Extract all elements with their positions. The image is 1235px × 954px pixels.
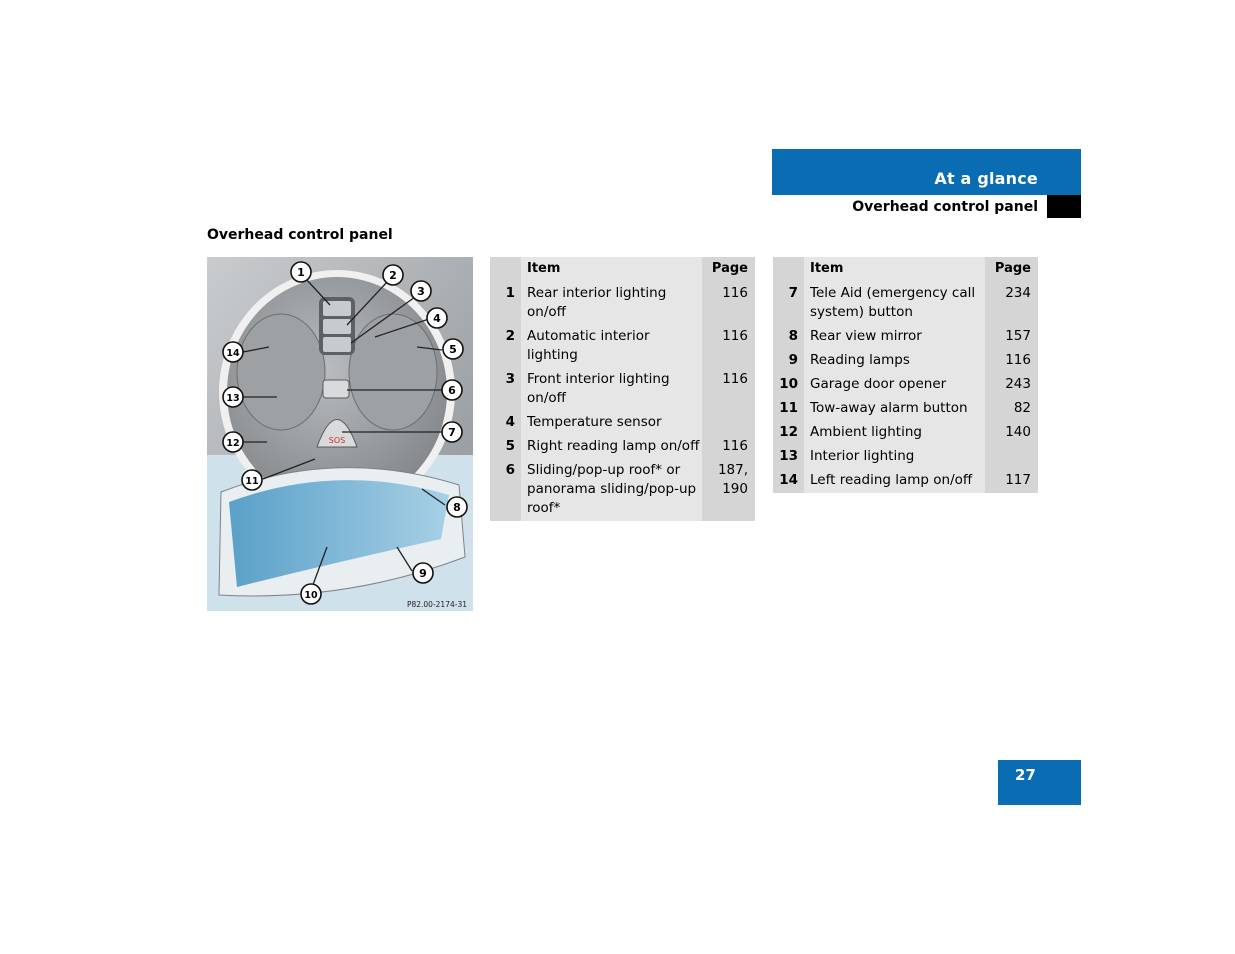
item-page: 157 xyxy=(985,325,1038,349)
table-row xyxy=(490,459,755,521)
item-number: 1 xyxy=(490,282,521,325)
col-header-page: Page xyxy=(985,257,1038,282)
table-row xyxy=(490,282,755,325)
col-header-page: Page xyxy=(702,257,755,282)
items-table-right xyxy=(773,257,1038,493)
item-number: 11 xyxy=(773,397,804,421)
item-label: Ambient lighting xyxy=(804,421,985,445)
item-label: Sliding/pop-up roof* or panorama sliding/pop-up roof* xyxy=(521,459,702,521)
sos-label: SOS xyxy=(328,436,346,445)
item-label: Automatic interior lighting xyxy=(521,325,702,368)
item-number: 13 xyxy=(773,445,804,469)
item-page: 187, 190 xyxy=(702,459,755,521)
item-label: Interior lighting xyxy=(804,445,985,469)
item-label: Rear view mirror xyxy=(804,325,985,349)
chapter-tab xyxy=(772,149,1081,195)
chapter-title: At a glance xyxy=(934,169,1038,188)
svg-text:13: 13 xyxy=(226,393,240,404)
item-number: 8 xyxy=(773,325,804,349)
svg-text:7: 7 xyxy=(448,426,456,439)
callout-12 xyxy=(223,432,243,452)
table-row xyxy=(773,397,1038,421)
item-page: 116 xyxy=(702,368,755,411)
callout-10 xyxy=(301,584,321,604)
table-row xyxy=(490,411,755,435)
svg-text:3: 3 xyxy=(417,285,425,298)
table-row xyxy=(773,282,1038,325)
figure-code: P82.00-2174-31 xyxy=(406,600,467,609)
section-marker xyxy=(1047,195,1081,218)
table-row xyxy=(773,469,1038,493)
item-page: 117 xyxy=(985,469,1038,493)
svg-text:6: 6 xyxy=(448,384,456,397)
item-page: 116 xyxy=(702,325,755,368)
callout-13 xyxy=(223,387,243,407)
svg-text:4: 4 xyxy=(433,312,441,325)
callout-14 xyxy=(223,342,243,362)
item-number: 2 xyxy=(490,325,521,368)
item-number: 6 xyxy=(490,459,521,521)
callout-6 xyxy=(442,380,462,400)
item-label: Tow-away alarm button xyxy=(804,397,985,421)
col-header-item: Item xyxy=(804,257,985,282)
item-label: Temperature sensor xyxy=(521,411,702,435)
table-row xyxy=(773,325,1038,349)
svg-text:5: 5 xyxy=(449,343,457,356)
callout-8 xyxy=(447,497,467,517)
item-number: 4 xyxy=(490,411,521,435)
item-number: 7 xyxy=(773,282,804,325)
page-number-box xyxy=(998,760,1081,805)
item-label: Rear interior lighting on/off xyxy=(521,282,702,325)
item-page: 243 xyxy=(985,373,1038,397)
svg-text:11: 11 xyxy=(245,476,259,487)
svg-text:9: 9 xyxy=(419,567,427,580)
callout-7 xyxy=(442,422,462,442)
callout-3 xyxy=(411,281,431,301)
item-number: 14 xyxy=(773,469,804,493)
section-header: Overhead control panel xyxy=(852,199,1038,215)
callout-5 xyxy=(443,339,463,359)
svg-text:8: 8 xyxy=(453,501,461,514)
table-row xyxy=(773,421,1038,445)
callout-11 xyxy=(242,470,262,490)
table-row xyxy=(773,349,1038,373)
callout-2 xyxy=(383,265,403,285)
table-row xyxy=(773,373,1038,397)
item-number: 3 xyxy=(490,368,521,411)
item-label: Garage door opener xyxy=(804,373,985,397)
item-number: 10 xyxy=(773,373,804,397)
item-page: 234 xyxy=(985,282,1038,325)
col-header-item: Item xyxy=(521,257,702,282)
table-row xyxy=(490,368,755,411)
page-number: 27 xyxy=(1015,766,1036,784)
item-number: 9 xyxy=(773,349,804,373)
svg-text:12: 12 xyxy=(226,438,240,449)
item-label: Reading lamps xyxy=(804,349,985,373)
item-number: 12 xyxy=(773,421,804,445)
table-row xyxy=(490,435,755,459)
callout-1 xyxy=(291,262,311,282)
item-page: 140 xyxy=(985,421,1038,445)
item-page: 116 xyxy=(702,282,755,325)
svg-text:14: 14 xyxy=(226,348,240,359)
item-page xyxy=(985,445,1038,469)
item-page: 116 xyxy=(985,349,1038,373)
item-page: 116 xyxy=(702,435,755,459)
page-title: Overhead control panel xyxy=(207,227,393,243)
table-row xyxy=(490,325,755,368)
table-row xyxy=(773,445,1038,469)
overhead-panel-figure xyxy=(207,257,473,611)
item-label: Tele Aid (emergency call system) button xyxy=(804,282,985,325)
callout-9 xyxy=(413,563,433,583)
item-label: Left reading lamp on/off xyxy=(804,469,985,493)
item-label: Front interior lighting on/off xyxy=(521,368,702,411)
item-number: 5 xyxy=(490,435,521,459)
item-page: 82 xyxy=(985,397,1038,421)
items-table-left xyxy=(490,257,755,521)
callout-4 xyxy=(427,308,447,328)
svg-text:1: 1 xyxy=(297,266,305,279)
item-page xyxy=(702,411,755,435)
item-label: Right reading lamp on/off xyxy=(521,435,702,459)
svg-text:2: 2 xyxy=(389,269,397,282)
svg-text:10: 10 xyxy=(304,590,318,601)
